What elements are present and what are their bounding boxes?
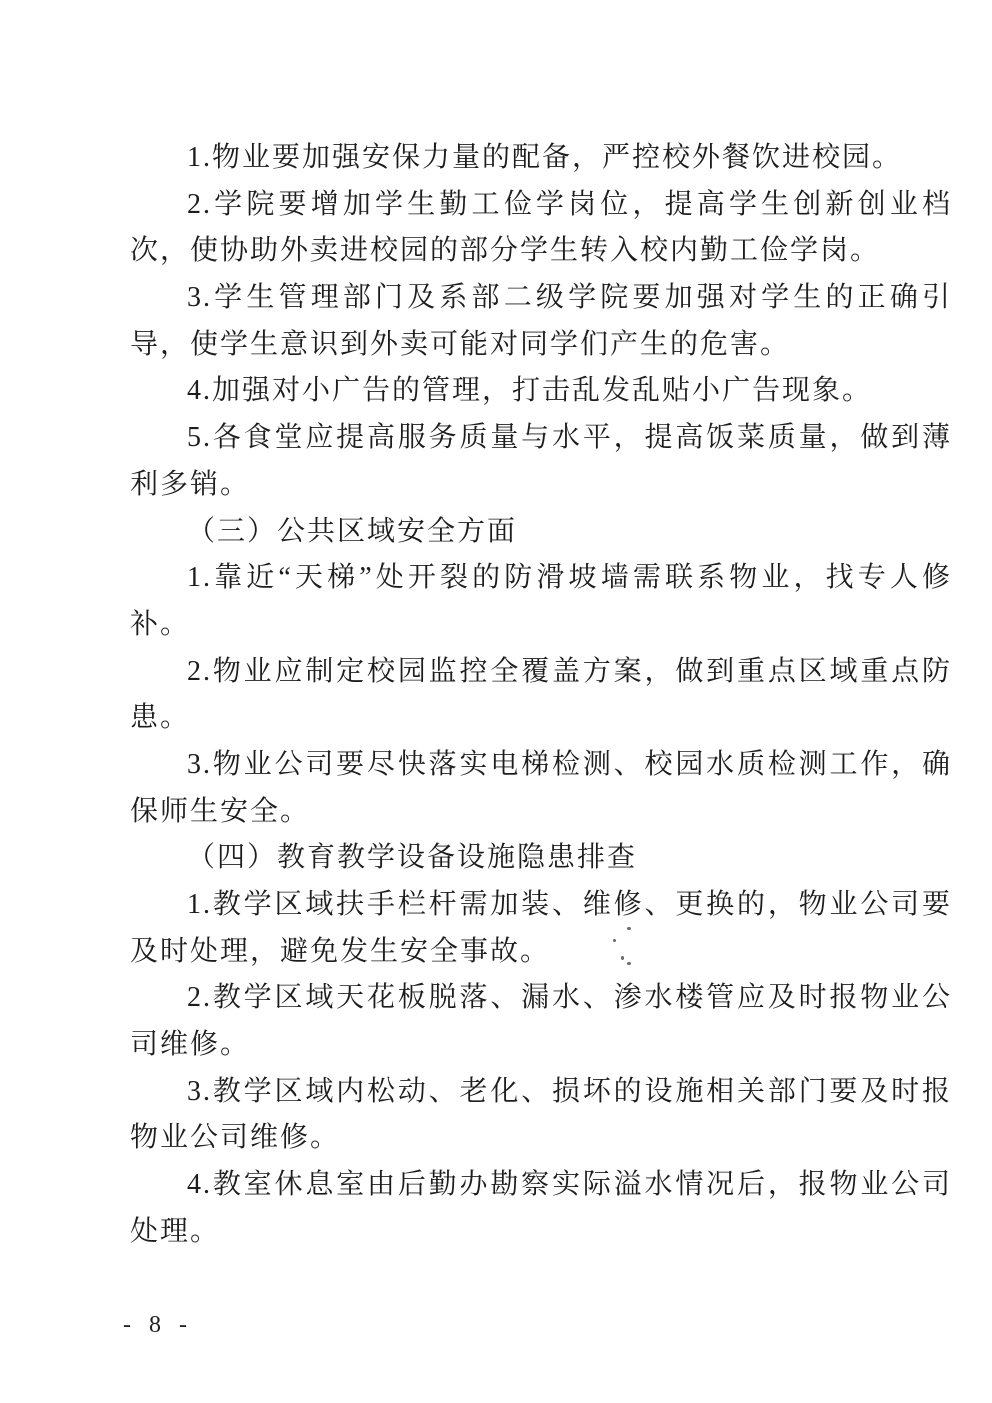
doc-line: 3.教学区域内松动、老化、损坏的设施相关部门要及时报 xyxy=(187,1075,952,1107)
doc-line: 利多销。 xyxy=(130,468,251,500)
doc-line: 导，使学生意识到外卖可能对同学们产生的危害。 xyxy=(130,328,791,360)
doc-line: 5.各食堂应提高服务质量与水平，提高饭菜质量，做到薄 xyxy=(187,422,952,454)
page-number: - 8 - xyxy=(123,1312,193,1338)
doc-line: 2.物业应制定校园监控全覆盖方案，做到重点区域重点防 xyxy=(187,655,952,687)
scan-speck xyxy=(627,962,631,965)
scan-speck xyxy=(621,956,624,960)
doc-line: 1.物业要加强安保力量的配备，严控校外餐饮进校园。 xyxy=(187,142,903,173)
scan-speck xyxy=(627,927,631,930)
document-body xyxy=(130,135,952,1256)
doc-line: 2.教学区域天花板脱落、漏水、渗水楼管应及时报物业公 xyxy=(187,982,952,1014)
doc-line: 物业公司维修。 xyxy=(130,1122,341,1154)
scan-speck xyxy=(613,939,616,942)
doc-line: 3.物业公司要尽快落实电梯检测、校园水质检测工作，确 xyxy=(187,748,952,780)
doc-line: 3.学生管理部门及系部二级学院要加强对学生的正确引 xyxy=(187,282,952,314)
doc-line: （四）教育教学设备设施隐患排查 xyxy=(187,842,638,874)
doc-line: 次，使协助外卖进校园的部分学生转入校内勤工俭学岗。 xyxy=(130,235,881,267)
doc-line: 患。 xyxy=(130,702,191,734)
doc-line: 司维修。 xyxy=(130,1029,251,1061)
doc-line: 1.教学区域扶手栏杆需加装、维修、更换的，物业公司要 xyxy=(187,889,952,920)
doc-line: 补。 xyxy=(130,608,191,640)
doc-line: 处理。 xyxy=(130,1215,221,1247)
doc-line: 及时处理，避免发生安全事故。 xyxy=(130,935,551,967)
doc-line: 保师生安全。 xyxy=(130,795,311,827)
doc-line: 1.靠近“天梯”处开裂的防滑坡墙需联系物业，找专人修 xyxy=(187,562,952,594)
doc-line: （三）公共区域安全方面 xyxy=(187,515,518,547)
doc-line: 4.加强对小广告的管理，打击乱发乱贴小广告现象。 xyxy=(187,375,873,407)
doc-line: 4.教室休息室由后勤办勘察实际溢水情况后，报物业公司 xyxy=(187,1169,952,1201)
doc-line: 2.学院要增加学生勤工俭学岗位，提高学生创新创业档 xyxy=(187,188,952,220)
